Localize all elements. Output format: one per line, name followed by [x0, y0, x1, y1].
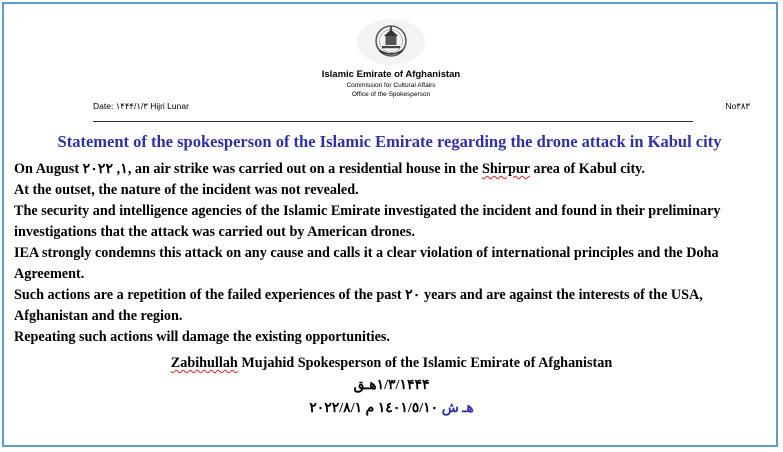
signatory-title: Mujahid Spokesperson of the Islamic Emirate of Afghanistan	[237, 355, 613, 371]
header-divider	[93, 121, 693, 122]
signatory-first-name: Zabihullah	[170, 355, 238, 371]
emirate-emblem-icon	[357, 19, 425, 65]
document-number: No٣٨٣	[725, 101, 750, 111]
organization-name: Islamic Emirate of Afghanistan	[321, 69, 461, 80]
paragraph-1	[14, 159, 766, 180]
paragraph-2: At the outset, the nature of the incident was not revealed.	[14, 182, 359, 198]
hijri-qamari-date	[0, 377, 783, 394]
signature-line	[0, 355, 783, 372]
statement-title: Statement of the spokesperson of the Islamic Emirate regarding the drone attack in Kabul city	[57, 132, 722, 151]
commission-name: Commission for Cultural Affairs	[346, 82, 436, 89]
letterhead	[260, 68, 522, 99]
paragraph-6: Repeating such actions will damage the existing opportunities.	[14, 329, 390, 345]
paragraph-1-text-a: On August ١, ٢٠٢٢, an air strike was carried out on a residential house in the	[14, 161, 482, 177]
hijri-shamsi-prefix: هـ ش	[441, 401, 474, 416]
office-name: Office of the Spokesperson	[351, 91, 431, 98]
hijri-qamari-text: ١/٣/١۴۴۴هـق	[353, 378, 430, 393]
flagged-word: Shirpur	[481, 161, 530, 177]
hijri-shamsi-text: ١٤٠١/٥/١٠ م ٢٠٢٢/٨/١	[309, 401, 442, 416]
statement-body	[14, 159, 766, 348]
document-date: Date: ١۴۴۴/١/٣ Hijri Lunar	[93, 101, 189, 111]
paragraph-4: IEA strongly condemns this attack on any cause and calls it a clear violation of international principles and the Doha Agreement.	[14, 245, 719, 282]
paragraph-1-text-b: area of Kabul city.	[529, 161, 646, 177]
paragraph-3: The security and intelligence agencies of the Islamic Emirate investigated the incident and found in their preliminary investigations that the attack was carried out by American drones.	[14, 203, 721, 240]
hijri-shamsi-date	[0, 400, 783, 417]
paragraph-5: Such actions are a repetition of the failed experiences of the past ٢٠ years and are against the interests of the USA, Afghanistan and the region.	[14, 287, 703, 324]
